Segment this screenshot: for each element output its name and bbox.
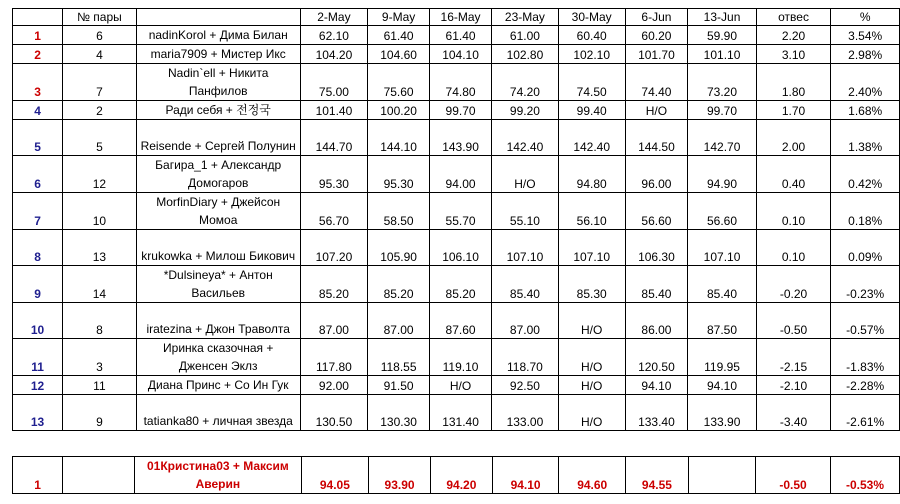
header-cell: отвес <box>756 9 831 26</box>
weight-cell: 94.10 <box>625 376 688 395</box>
weight-cell: 95.30 <box>300 156 367 193</box>
weight-cell: Н/О <box>558 339 625 376</box>
header-cell: 23-May <box>492 9 559 26</box>
weight-cell: 85.20 <box>300 266 367 303</box>
pair-name-cell: Reisende + Сергей Полунин <box>136 120 300 156</box>
weight-cell: 96.00 <box>625 156 688 193</box>
weight-cell: 55.70 <box>430 193 492 230</box>
weight-cell: 99.40 <box>558 101 625 120</box>
percent-cell: -0.23% <box>831 266 900 303</box>
header-cell: 30-May <box>558 9 625 26</box>
weight-cell: 73.20 <box>688 64 756 101</box>
percent-cell: 1.68% <box>831 101 900 120</box>
weight-cell: 94.55 <box>626 457 689 494</box>
weight-cell: 87.50 <box>688 303 756 339</box>
weight-cell: 101.40 <box>300 101 367 120</box>
percent-cell: 0.18% <box>831 193 900 230</box>
table-row <box>13 26 900 45</box>
percent-cell: 1.38% <box>831 120 900 156</box>
weight-cell: 100.20 <box>368 101 430 120</box>
pair-name-cell: tatianka80 + личная звезда <box>136 395 300 431</box>
weight-cell: 55.10 <box>492 193 559 230</box>
weight-cell: Н/О <box>558 303 625 339</box>
weight-cell: 75.60 <box>368 64 430 101</box>
table-row <box>13 230 900 266</box>
weight-cell: 142.40 <box>558 120 625 156</box>
pair-name-cell: MorfinDiary + Джейсон Момоа <box>136 193 300 230</box>
weight-cell: 94.10 <box>492 457 559 494</box>
percent-cell: 2.98% <box>831 45 900 64</box>
weight-cell: 133.90 <box>688 395 756 431</box>
rank-cell: 9 <box>13 266 63 303</box>
weight-cell: 104.60 <box>368 45 430 64</box>
pair-number-cell: 2 <box>63 101 137 120</box>
weight-cell: 74.20 <box>492 64 559 101</box>
weight-cell: 119.95 <box>688 339 756 376</box>
weight-cell: 87.00 <box>492 303 559 339</box>
header-cell: 6-Jun <box>625 9 688 26</box>
otves-cell: 2.00 <box>756 120 831 156</box>
otves-cell: -0.20 <box>756 266 831 303</box>
weight-cell: 107.20 <box>300 230 367 266</box>
otves-cell: -0.50 <box>755 457 830 494</box>
weight-cell: 144.10 <box>368 120 430 156</box>
rank-cell: 11 <box>13 339 63 376</box>
weight-cell: 94.80 <box>558 156 625 193</box>
pair-name-cell: iratezina + Джон Траволта <box>136 303 300 339</box>
weight-cell: 61.40 <box>368 26 430 45</box>
weight-cell: 56.60 <box>688 193 756 230</box>
pair-number-cell: 14 <box>63 266 137 303</box>
rank-cell: 12 <box>13 376 63 395</box>
weight-cell: 117.80 <box>300 339 367 376</box>
otves-cell: 3.10 <box>756 45 831 64</box>
table-row <box>13 193 900 230</box>
header-cell <box>13 9 63 26</box>
weight-cell: 92.00 <box>300 376 367 395</box>
table-row <box>13 64 900 101</box>
otves-cell: 0.10 <box>756 193 831 230</box>
weight-cell: 94.20 <box>430 457 492 494</box>
rank-cell: 7 <box>13 193 63 230</box>
weight-cell: 74.40 <box>625 64 688 101</box>
pair-number-cell: 6 <box>63 26 137 45</box>
otves-cell: 1.70 <box>756 101 831 120</box>
otves-cell: 2.20 <box>756 26 831 45</box>
weight-cell: Н/О <box>492 156 559 193</box>
weight-cell: Н/О <box>625 101 688 120</box>
pair-number-cell: 10 <box>63 193 137 230</box>
weight-cell: 101.70 <box>625 45 688 64</box>
weight-cell: 85.40 <box>492 266 559 303</box>
header-row <box>13 9 900 26</box>
weight-cell: 119.10 <box>430 339 492 376</box>
percent-cell: -2.61% <box>831 395 900 431</box>
rank-cell: 4 <box>13 101 63 120</box>
otves-cell: -3.40 <box>756 395 831 431</box>
weight-cell: 56.70 <box>300 193 367 230</box>
otves-cell: -2.10 <box>756 376 831 395</box>
pair-number-cell: 8 <box>63 303 137 339</box>
table-row <box>13 266 900 303</box>
header-cell: 16-May <box>430 9 492 26</box>
weight-cell: 94.90 <box>688 156 756 193</box>
table-row <box>13 376 900 395</box>
weight-cell: 91.50 <box>368 376 430 395</box>
weight-cell: 105.90 <box>368 230 430 266</box>
table-row <box>13 45 900 64</box>
weight-cell: 60.20 <box>625 26 688 45</box>
pair-name-cell: Ради себя + 전정국 <box>136 101 300 120</box>
percent-cell: 0.42% <box>831 156 900 193</box>
pair-number-cell: 3 <box>63 339 137 376</box>
table-row <box>13 395 900 431</box>
pair-number-cell: 13 <box>63 230 137 266</box>
weight-cell: 94.10 <box>688 376 756 395</box>
weight-cell: 118.70 <box>492 339 559 376</box>
weight-cell: 61.00 <box>492 26 559 45</box>
pair-number-cell: 5 <box>63 120 137 156</box>
table-row <box>13 156 900 193</box>
weight-cell: 61.40 <box>430 26 492 45</box>
weight-cell: 85.30 <box>558 266 625 303</box>
header-cell: № пары <box>63 9 137 26</box>
weight-cell: 87.00 <box>300 303 367 339</box>
rank-cell: 6 <box>13 156 63 193</box>
percent-cell: 0.09% <box>831 230 900 266</box>
otves-cell: -2.15 <box>756 339 831 376</box>
weight-cell: 59.90 <box>688 26 756 45</box>
percent-cell: -0.57% <box>831 303 900 339</box>
pair-name-cell: 01Кристина03 + Максим Аверин <box>135 457 301 494</box>
otves-cell: 1.80 <box>756 64 831 101</box>
percent-cell: -0.53% <box>831 457 900 494</box>
weight-cell: 99.70 <box>430 101 492 120</box>
table-row <box>13 120 900 156</box>
standings-table <box>12 8 900 431</box>
weight-cell: 85.20 <box>430 266 492 303</box>
pair-name-cell: Багира_1 + Александр Домогаров <box>136 156 300 193</box>
weight-cell: 133.40 <box>625 395 688 431</box>
weight-cell: 56.10 <box>558 193 625 230</box>
weight-cell: 107.10 <box>688 230 756 266</box>
weight-cell: 99.70 <box>688 101 756 120</box>
percent-cell: 2.40% <box>831 64 900 101</box>
weight-cell: 118.55 <box>368 339 430 376</box>
percent-cell: 3.54% <box>831 26 900 45</box>
summary-table <box>12 456 900 494</box>
weight-cell: 144.70 <box>300 120 367 156</box>
table-row <box>13 101 900 120</box>
weight-cell: 95.30 <box>368 156 430 193</box>
weight-cell: 106.10 <box>430 230 492 266</box>
weight-cell: 101.10 <box>688 45 756 64</box>
rank-cell: 13 <box>13 395 63 431</box>
pair-number-cell <box>63 457 135 494</box>
weight-cell: 75.00 <box>300 64 367 101</box>
weight-cell: 94.00 <box>430 156 492 193</box>
pair-name-cell: Nadin`ell + Никита Панфилов <box>136 64 300 101</box>
pair-name-cell: Иринка сказочная + Дженсен Эклз <box>136 339 300 376</box>
otves-cell: 0.40 <box>756 156 831 193</box>
weight-cell: 104.10 <box>430 45 492 64</box>
weight-cell: 87.00 <box>368 303 430 339</box>
pair-name-cell: Диана Принс + Со Ин Гук <box>136 376 300 395</box>
rank-cell: 1 <box>13 26 63 45</box>
weight-cell: 120.50 <box>625 339 688 376</box>
header-cell: 2-May <box>300 9 367 26</box>
weight-cell: 130.30 <box>368 395 430 431</box>
weight-cell: 85.40 <box>625 266 688 303</box>
pair-number-cell: 11 <box>63 376 137 395</box>
weight-cell <box>688 457 755 494</box>
rank-cell: 5 <box>13 120 63 156</box>
weight-cell: Н/О <box>558 376 625 395</box>
weight-cell: 107.10 <box>558 230 625 266</box>
weight-cell: 133.00 <box>492 395 559 431</box>
weight-cell: 106.30 <box>625 230 688 266</box>
weight-cell: 85.20 <box>368 266 430 303</box>
weight-cell: Н/О <box>558 395 625 431</box>
otves-cell: -0.50 <box>756 303 831 339</box>
percent-cell: -2.28% <box>831 376 900 395</box>
weight-cell: 56.60 <box>625 193 688 230</box>
otves-cell: 0.10 <box>756 230 831 266</box>
pair-number-cell: 7 <box>63 64 137 101</box>
rank-cell: 10 <box>13 303 63 339</box>
pair-number-cell: 12 <box>63 156 137 193</box>
percent-cell: -1.83% <box>831 339 900 376</box>
weight-cell: 58.50 <box>368 193 430 230</box>
pair-name-cell: maria7909 + Мистер Икс <box>136 45 300 64</box>
pair-number-cell: 9 <box>63 395 137 431</box>
pair-name-cell: krukowka + Милош Бикович <box>136 230 300 266</box>
header-cell: % <box>831 9 900 26</box>
pair-number-cell: 4 <box>63 45 137 64</box>
header-cell: 9-May <box>368 9 430 26</box>
weight-cell: 130.50 <box>300 395 367 431</box>
weight-cell: 60.40 <box>558 26 625 45</box>
weight-cell: 131.40 <box>430 395 492 431</box>
weight-cell: 104.20 <box>300 45 367 64</box>
weight-cell: 99.20 <box>492 101 559 120</box>
weight-cell: 74.80 <box>430 64 492 101</box>
pair-name-cell: nadinKorol + Дима Билан <box>136 26 300 45</box>
rank-cell: 8 <box>13 230 63 266</box>
weight-cell: 85.40 <box>688 266 756 303</box>
weight-cell: 102.80 <box>492 45 559 64</box>
weight-cell: 92.50 <box>492 376 559 395</box>
header-cell <box>136 9 300 26</box>
table-row <box>13 303 900 339</box>
weight-cell: 74.50 <box>558 64 625 101</box>
weight-cell: 142.40 <box>492 120 559 156</box>
weight-cell: 102.10 <box>558 45 625 64</box>
pair-name-cell: *Dulsineya* + Антон Васильев <box>136 266 300 303</box>
weight-cell: 93.90 <box>369 457 431 494</box>
summary-row <box>13 457 900 494</box>
weight-cell: 107.10 <box>492 230 559 266</box>
weight-cell: 144.50 <box>625 120 688 156</box>
weight-cell: Н/О <box>430 376 492 395</box>
rank-cell: 2 <box>13 45 63 64</box>
weight-cell: 143.90 <box>430 120 492 156</box>
weight-cell: 94.05 <box>301 457 369 494</box>
table-row <box>13 339 900 376</box>
weight-cell: 142.70 <box>688 120 756 156</box>
weight-cell: 94.60 <box>559 457 626 494</box>
weight-cell: 87.60 <box>430 303 492 339</box>
rank-cell: 1 <box>13 457 63 494</box>
rank-cell: 3 <box>13 64 63 101</box>
header-cell: 13-Jun <box>688 9 756 26</box>
weight-cell: 86.00 <box>625 303 688 339</box>
weight-cell: 62.10 <box>300 26 367 45</box>
